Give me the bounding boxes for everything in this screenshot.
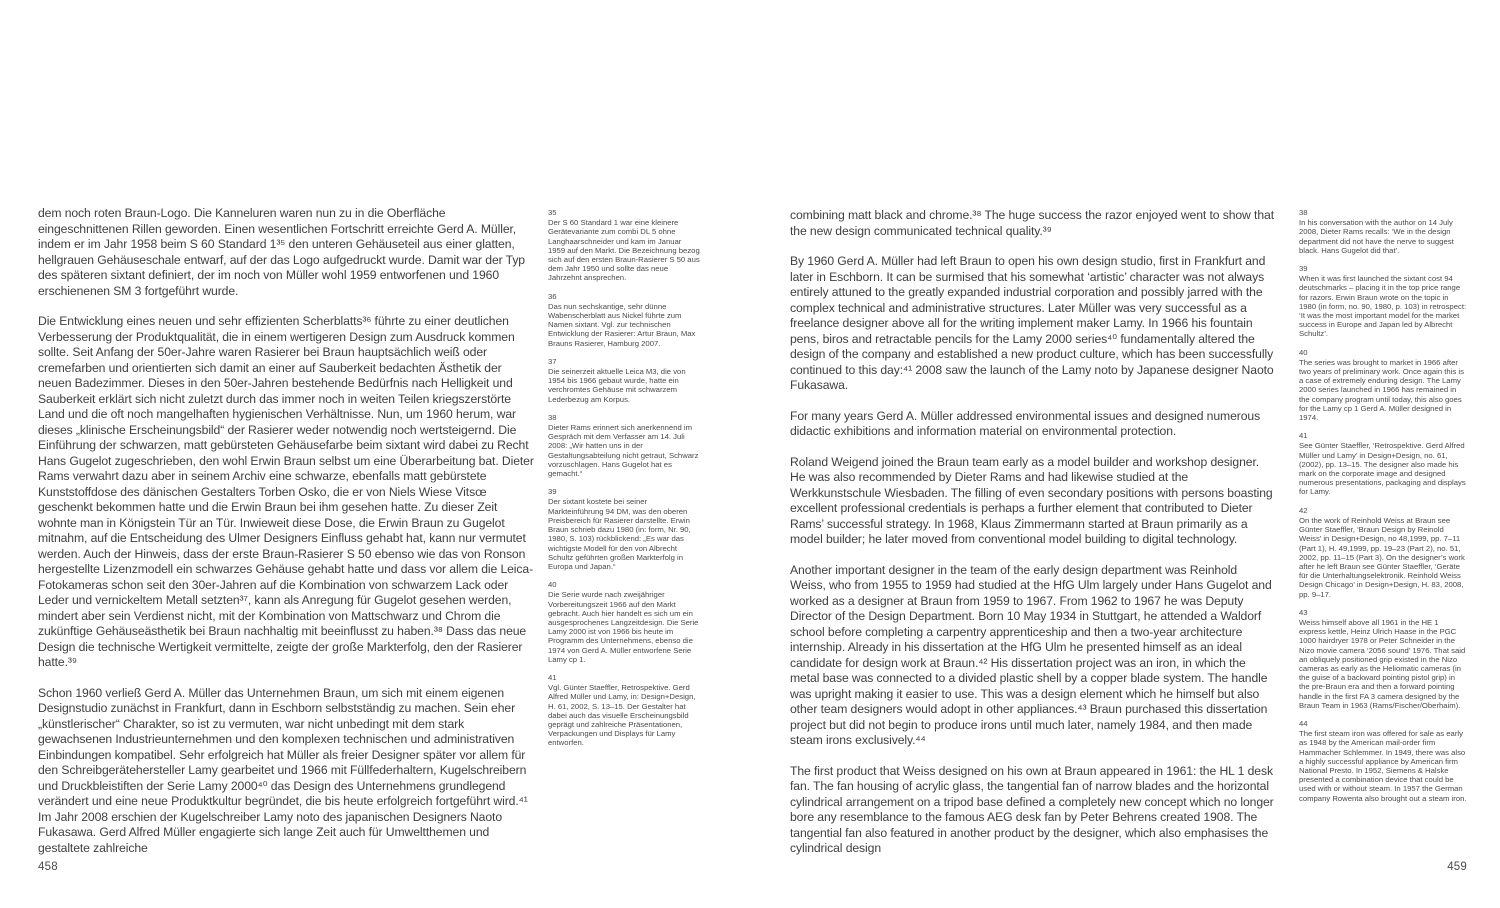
footnote-number: 36 — [548, 291, 557, 301]
page-number-left: 458 — [38, 861, 58, 873]
footnote-text: Der S 60 Standard 1 war eine kleinere Gerätevariante zum combi DL 5 ohne Langhaarschneider und kam im Januar 1959 auf den Markt. Die Bezeichnung bezog sich auf den ersten Braun-Rasierer S 50 aus dem Jahr 1950 und sollte das neue Jahrzehnt ansprechen. — [548, 218, 700, 283]
footnote-number: 38 — [548, 412, 557, 422]
footnote-text: The first steam iron was offered for sale as early as 1948 by the American mail-order firm Hammacher Schlemmer. In 1949, there was also a highly successful appliance by American firm National Presto. In 1952, Siemens & Halske presented a combination device that could be used with or without steam. In 1957 the German company Rowenta also brought out a steam iron. — [1299, 729, 1467, 803]
footnote-text: Die Serie wurde nach zweijähriger Vorbereitungszeit 1966 auf den Markt gebracht. Auch hier handelt es sich um ein ausgesprochenes Langzeitdesign. Die Serie Lamy 2000 ist von 1966 bis heute im Programm des Unternehmens, ebenso die 1974 von Gerd A. Müller entworfene Serie Lamy cp 1. — [548, 590, 699, 664]
footnote — [1299, 264, 1467, 339]
footnote-text: Vgl. Günter Staeffler, Retrospektive. Gerd Alfred Müller und Lamy, in: Design+Design, H. 61, 2002, S. 13–15. Der Gestalter hat dabei auch das visuelle Erscheinungsbild geprägt und zahlreiche Präsentationen, Verpackungen und Displays für Lamy entworfen. — [548, 683, 696, 748]
footnote-number: 44 — [1299, 718, 1308, 728]
footnote-number: 37 — [548, 356, 557, 366]
body-paragraph: Die Entwicklung eines neuen und sehr effizienten Scherblatts³⁶ führte zu einer deutlichen Verbesserung der Produktqualität, die in einem wertigeren Design zum Ausdruck kommen sollte. Seit Anfang der 50er-Jahre waren Rasierer bei Braun hauptsächlich weiß oder cremefarben und orientierten sich damit an einer auf Sauberkeit bedachten Ästhetik der neuen Badezimmer. Dieses in den 50er-Jahren bestehende Bedürfnis nach Helligkeit und Sauberkeit erklärt sich nicht zuletzt durch das immer noch in weiten Teilen kriegszerstörte Land und die oft noch mangelhaften hygienischen Verhältnisse. Nun, um 1960 herum, war dieses „klinische Erscheinungsbild“ der Rasierer weder notwendig noch wertsteigernd. Die Einführung der schwarzen, matt gebürsteten Gehäusefarbe beim sixtant wird dabei zu Recht Hans Gugelot zugeschrieben, den wohl Erwin Braun selbst um eine Überarbeitung bat. Dieter Rams verwahrt dazu aber in seinem Archiv eine schwarze, ebenfalls matt gebürstete Kunststoffdose des dänischen Gestalters Torben Osko, die er von Niels Wiese Vitsœ geschenkt bekommen hatte und die Erwin Braun bei ihm gesehen hatte. Zu dieser Zeit wohnte man in Königstein Tür an Tür. Inwieweit diese Dose, die Erwin Braun zu Gugelot mitnahm, auf die Entscheidung des Ulmer Designers Einfluss gehabt hat, kann nur vermutet werden. Auch der Hinweis, dass der erste Braun-Rasierer S 50 ebenso wie das von Ronson hergestellte Lizenzmodell ein schwarzes Gehäuse gehabt hatte und dass vor allem die Leica-Fotokameras schon seit den 30er-Jahren auf die Kombination von schwarzem Lack oder Leder und vernickeltem Metall setzten³⁷, kann als Anregung für Gugelot gesehen werden, mindert aber sein Verdienst nicht, mit der Kombination von Mattschwarz und Chrom die zukünftige Gehäuseästhetik bei Braun nachhaltig mit beeinflusst zu haben.³⁸ Dass das neue Design die technische Wertigkeit vermittelte, zeigte der große Markterfolg, den der Rasierer hatte.³⁹ — [38, 314, 534, 669]
footnote-number: 43 — [1299, 607, 1308, 617]
body-paragraph: Roland Weigend joined the Braun team early as a model builder and workshop designer. He was also recommended by Dieter Rams and had likewise studied at the Werkkunstschule Wiesbaden. The filling of even secondary positions with persons boasting excellent professional credentials is perhaps a further element that contributed to Dieter Rams’ successful strategy. In 1968, Klaus Zimmermann started at Braun primarily as a model builder; he later moved from conventional model building to digital technology. — [790, 454, 1273, 546]
footnote — [1299, 431, 1467, 496]
footnote — [548, 208, 700, 283]
body-paragraph: Another important designer in the team of the early design department was Reinhold Weiss, who from 1955 to 1959 had studied at the HfG Ulm largely under Hans Gugelot and worked as a designer at Braun from 1959 to 1967. From 1962 to 1967 he was Deputy Director of the Design Department. Born 10 May 1934 in Stuttgart, he attended a Waldorf school before completing a carpentry apprenticeship and then a two-year architecture internship. Already in his dissertation at the HfG Ulm he presented himself as an ideal candidate for design work at Braun.⁴² His dissertation project was an iron, in which the metal base was connected to a divided plastic shell by a copper blade system. The handle was upright making it easier to use. This was a design element which he himself but also other team designers would adopt in other appliances.⁴³ Braun purchased this dissertation project but did not begin to produce irons until much later, namely 1984, and then made steam irons exclusively.⁴⁴ — [790, 562, 1272, 747]
footnote-number: 41 — [1299, 431, 1308, 441]
footnote-text: See Günter Staeffler, ‘Retrospektive. Gerd Alfred Müller und Lamy’ in Design+Design, no. 61, (2002), pp. 13–15. The designer also made his mark on the corporate image and designed numerous presentations, packaging and displays for Lamy. — [1299, 441, 1466, 497]
footnote-text: Dieter Rams erinnert sich anerkennend im Gespräch mit dem Verfasser am 14. Juli 2008: „Wir hatten uns in der Gestaltungsabteilung nicht getraut, Schwarz vorzuschlagen. Hans Gugelot hat es gemacht.“ — [548, 423, 699, 479]
body-paragraph: dem noch roten Braun-Logo. Die Kanneluren waren nun zu in die Oberfläche eingeschnittenen Rillen geworden. Einen wesentlichen Fortschritt erreichte Gerd A. Müller, indem er im Jahr 1958 beim S 60 Standard 1³⁵ den unteren Gehäuseteil aus einer glatten, hellgrauen Gehäuseschale entwarf, auf der das Logo aufgedruckt wurde. Damit war der Typ des späteren sixtant definiert, der im noch von Müller wohl 1959 entworfenen und 1960 erschienenen SM 3 fortgeführt wurde. — [38, 206, 525, 298]
footnote-text: When it was first launched the sixtant cost 94 deutschmarks – placing it in the top price range for razors. Erwin Braun wrote on the topic in 1980 (in form, no. 90, 1980, p. 103) in retrospect: ‘It was the most important model for the market success in Europe and Japan led by Albrecht Schultz’. — [1299, 274, 1467, 339]
footnote — [1299, 608, 1467, 710]
footnote-number: 40 — [1299, 347, 1308, 357]
footnote — [548, 357, 700, 404]
left-page-body-column — [38, 206, 538, 856]
footnote-number: 38 — [1299, 208, 1308, 217]
page-number-right: 459 — [1447, 861, 1467, 873]
footnote — [1299, 348, 1467, 423]
footnote-number: 39 — [548, 487, 557, 497]
footnote — [548, 292, 700, 348]
right-page-body-column — [790, 208, 1274, 857]
footnote-text: In his conversation with the author on 14 July 2008, Dieter Rams recalls: ‘We in the design department did not have the nerve to suggest black. Hans Gugelot did that’. — [1299, 218, 1454, 255]
footnote-text: On the work of Reinhold Weiss at Braun see Günter Staeffler, ‘Braun Design by Reinold Weiss’ in Design+Design, no 48,1999, pp. 7–11 (Part 1), H. 49,1999, pp. 19–23 (Part 2), no. 51, 2002, pp. 11–15 (Part 3). On the designer’s work after he left Braun see Günter Staeffler, ‘Geräte für die Unterhaltungselektronik. Reinhold Weiss Design Chicago’ in Design+Design, H. 83, 2008, pp. 9–17. — [1299, 515, 1465, 599]
body-paragraph: Schon 1960 verließ Gerd A. Müller das Unternehmen Braun, um sich mit einem eigenen Designstudio zunächst in Frankfurt, dann in Eschborn selbstständig zu machen. Sein eher „künstlerischer“ Charakter, so ist zu vermuten, war nicht unbedingt mit dem stark gewachsenen Industrieunternehmen und den komplexen technischen und administrativen Einbindungen kompatibel. Sehr erfolgreich hat Müller als freier Designer später vor allem für den Schreibgerätehersteller Lamy gearbeitet und 1966 mit Füllfederhaltern, Kugelschreibern und Druckbleistiften der Serie Lamy 2000⁴⁰ das Design des Unternehmens grundlegend verändert und eine neue Produktkultur begründet, die bis heute erfolgreich fortgeführt wird.⁴¹ Im Jahr 2008 erschien der Kugelschreiber Lamy noto des japanischen Designers Naoto Fukasawa. Gerd Alfred Müller engagierte sich lange Zeit auch für Umweltthemen und gestaltete zahlreiche — [38, 685, 528, 855]
footnote-number: 40 — [548, 580, 557, 590]
footnote-text: Das nun sechskantige, sehr dünne Wabenscherblatt aus Nickel führte zum Namen sixtant. Vgl. zur technischen Entwicklung der Rasierer: Artur Braun, Max Brauns Rasierer, Hamburg 2007. — [548, 301, 696, 348]
footnote-number: 42 — [1299, 505, 1308, 515]
footnote — [548, 413, 700, 478]
footnote-number: 35 — [548, 208, 557, 217]
footnote — [1299, 719, 1467, 803]
left-page-footnotes-column — [548, 208, 700, 757]
body-paragraph: For many years Gerd A. Müller addressed environmental issues and designed numerous didactic exhibitions and information material on environmental protection. — [790, 408, 1261, 438]
body-paragraph: combining matt black and chrome.³⁸ The huge success the razor enjoyed went to show that the new design communicated technical quality.³⁹ — [790, 208, 1274, 238]
footnote-text: The series was brought to market in 1966 after two years of preliminary work. Once again this is a case of extremely enduring design. The Lamy 2000 series launched in 1966 has remained in the company program until today, this also goes for the Lamy cp 1 Gerd A. Müller designed in 1974. — [1299, 357, 1464, 423]
footnote-text: Der sixtant kostete bei seiner Markteinführung 94 DM, was den oberen Preisbereich für Rasierer darstellte. Erwin Braun schrieb dazu 1980 (in: form, Nr. 90, 1980, S. 103) rückblickend: „Es war das wichtigste Modell für den von Albrecht Schultz geführten großen Markterfolg in Europa und Japan.“ — [548, 497, 691, 571]
footnote-number: 39 — [1299, 264, 1308, 274]
footnote — [548, 580, 700, 664]
footnote-number: 41 — [548, 672, 557, 682]
footnote — [1299, 506, 1467, 599]
body-paragraph: By 1960 Gerd A. Müller had left Braun to open his own design studio, first in Frankfurt and later in Eschborn. It can be surmised that his somewhat ‘artistic’ character was not always entirely attuned to the greatly expanded industrial corporation and possibly jarred with the complex technical and administrative structures. Later Müller was very successful as a freelance designer above all for the writing implement maker Lamy. In 1966 his fountain pens, biros and retractable pencils for the Lamy 2000 series⁴⁰ fundamentally altered the design of the company and established a new product culture, which has been successfully continued to this day:⁴¹ 2008 saw the launch of the Lamy noto by Japanese designer Naoto Fukasawa. — [790, 254, 1274, 392]
footnote — [548, 487, 700, 571]
footnote — [1299, 208, 1467, 255]
footnote-text: Weiss himself above all 1961 in the HE 1 express kettle, Heinz Ulrich Haase in the PGC 1000 hairdryer 1978 or Peter Schneider in the Nizo movie camera ‘2056 sound’ 1976. That said an obliquely positioned grip existed in the Nizo cameras as early as the Heliomatic cameras (in the guise of a backward pointing pistol grip) in the pre-Braun era and then a forward pointing handle in the first FA 3 camera designed by the Braun Team in 1963 (Rams/Fischer/Oberhaim). — [1299, 617, 1466, 710]
footnote-text: Die seinerzeit aktuelle Leica M3, die von 1954 bis 1966 gebaut wurde, hatte ein verchromtes Gehäuse mit schwarzem Lederbezug am Korpus. — [548, 367, 686, 404]
footnote — [548, 673, 700, 748]
right-page-footnotes-column — [1299, 208, 1467, 812]
body-paragraph: The first product that Weiss designed on his own at Braun appeared in 1961: the HL 1 desk fan. The fan housing of acrylic glass, the tangential fan of narrow blades and the horizontal cylindrical arrangement on a tripod base defined a completely new concept which no longer bore any resemblance to the famous AEG desk fan by Peter Behrens created 1908. The tangential fan also featured in another product by the designer, which also emphasises the cylindrical design — [790, 763, 1274, 855]
